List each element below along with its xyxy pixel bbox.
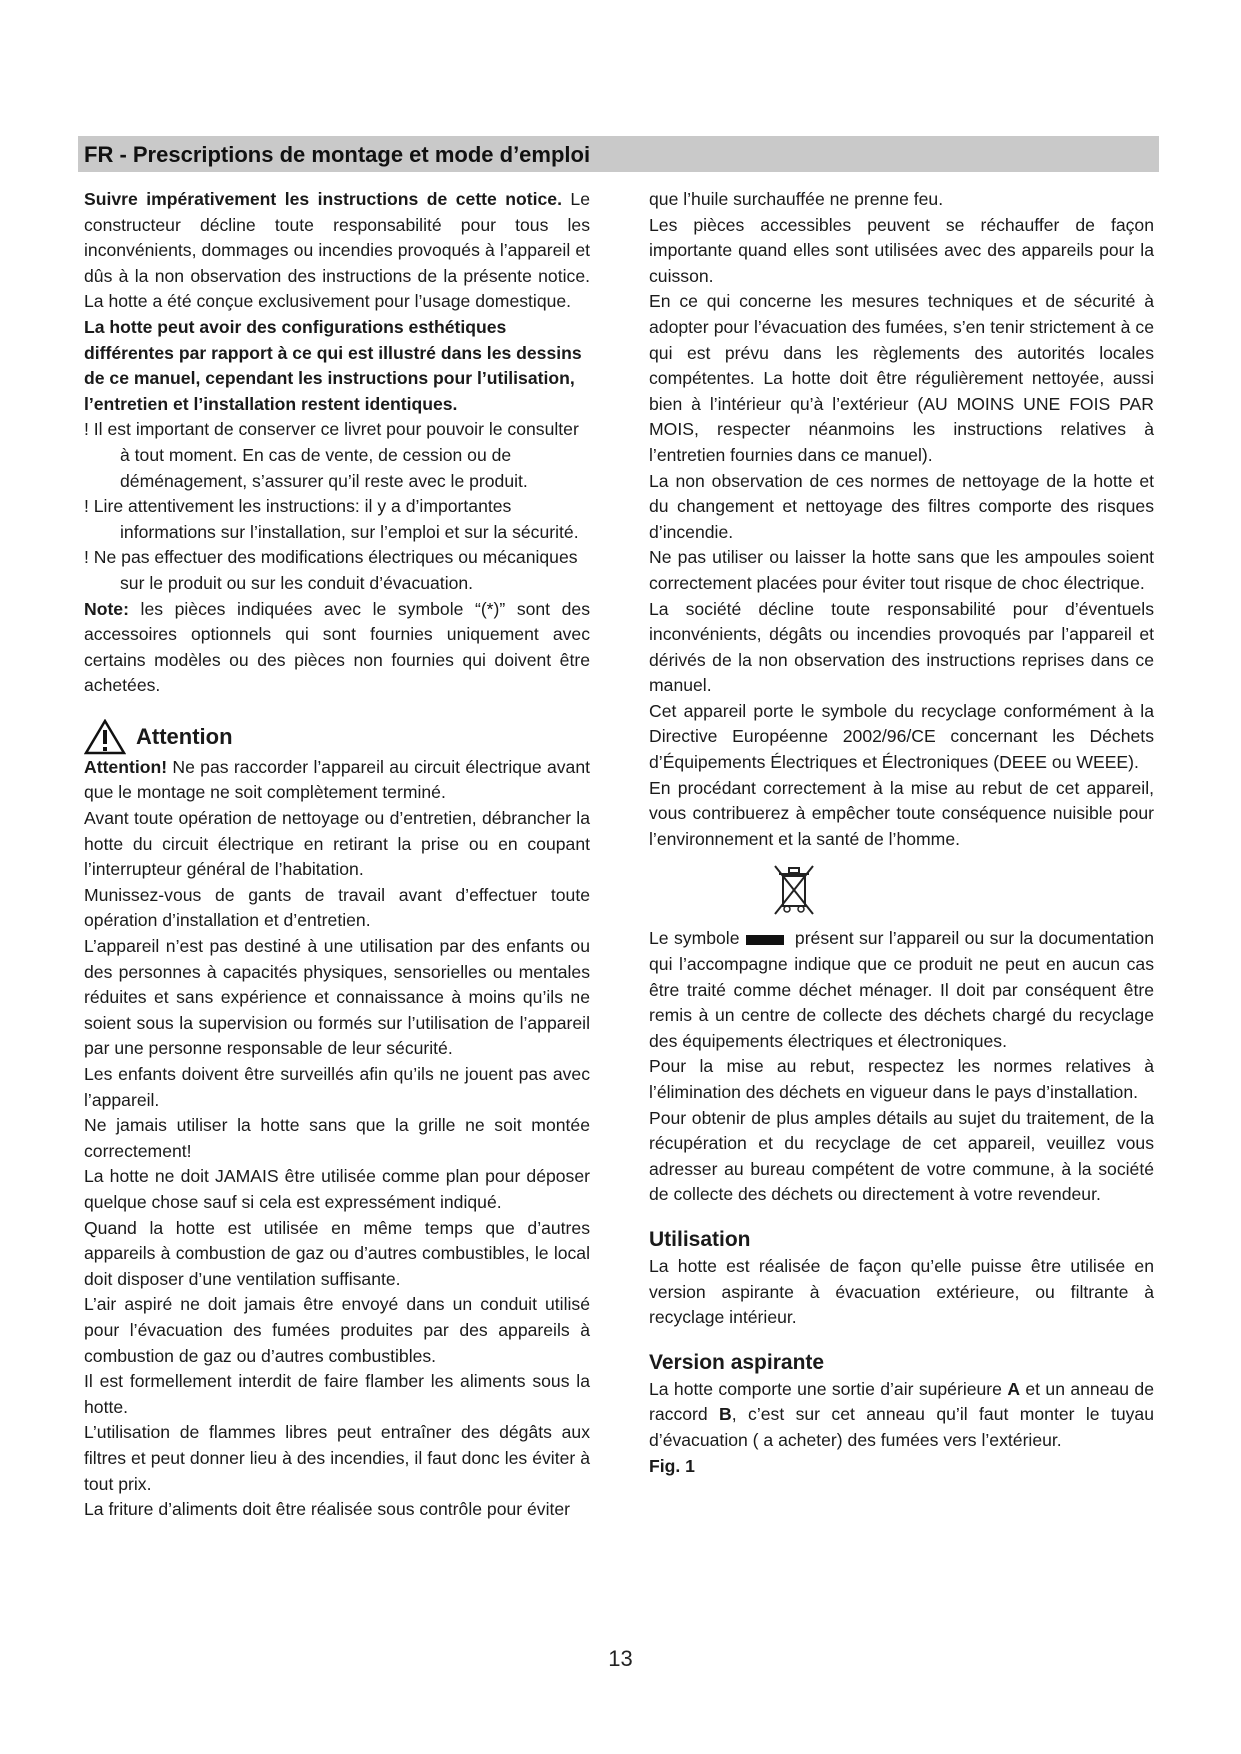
right-paragraph: En procédant correctement à la mise au rebut de cet appareil, vous contribuerez à empêcher toute conséquence nuisible pour l’environnement et la santé de l’homme. — [649, 777, 1154, 849]
version-text-part: La hotte comporte une sortie d’air supérieure — [649, 1378, 1008, 1399]
intro-paragraph — [84, 187, 590, 315]
bullet-item: ! Ne pas effectuer des modifications électriques ou mécaniques sur le produit ou sur les conduit d’évacuation. — [84, 547, 578, 593]
right-paragraph: Les pièces accessibles peuvent se réchauffer de façon importante quand elles sont utilisées avec des appareils pour la cuisson. — [649, 214, 1154, 286]
bullet-item: ! Lire attentivement les instructions: il y a d’importantes informations sur l’installation, sur l’emploi et sur la sécurité. — [84, 496, 579, 542]
section-header-bar — [78, 136, 1159, 172]
note-label: Note: — [84, 598, 129, 619]
version-aspirante-text — [649, 1377, 1154, 1454]
left-column — [84, 187, 590, 1523]
left-paragraph: Avant toute opération de nettoyage ou d’entretien, débrancher la hotte du circuit électrique en retirant la prise ou en coupant l’interrupteur général de l’habitation. — [84, 808, 590, 880]
utilisation-text: La hotte est réalisée de façon qu’elle puisse être utilisée en version aspirante à évacuation extérieure, ou filtrante à recyclage intérieur. — [649, 1255, 1154, 1328]
right-paragraph: Pour obtenir de plus amples détails au sujet du traitement, de la récupération et du recyclage de cet appareil, veuillez vous adresser au bureau compétent de votre commune, à la société de collecte des déchets ou directement à votre revendeur. — [649, 1107, 1154, 1205]
left-paragraph: Il est formellement interdit de faire flamber les aliments sous la hotte. — [84, 1371, 590, 1417]
left-paragraph: Les enfants doivent être surveillés afin qu’ils ne jouent pas avec l’appareil. — [84, 1064, 590, 1110]
intro-text: Le constructeur décline toute responsabilité pour tous les inconvénients, dommages ou incendies provoqués à l’appareil et dûs à la non observation des instructions de la présente notice. La hotte a été conçue exclusivement pour l’usage domestique. — [84, 189, 590, 312]
config-notice: La hotte peut avoir des configurations esthétiques différentes par rapport à ce qui est illustré dans les dessins de ce manuel, cependant les instructions pour l’utilisation, l’entretien et l’installation restent identiques. — [84, 316, 582, 414]
note-text: les pièces indiquées avec le symbole “(*)” sont des accessoires optionnels qui sont fournies uniquement avec certains modèles ou des pièces non fournies qui doivent être achetées. — [84, 598, 590, 696]
right-paragraph: La société décline toute responsabilité pour d’éventuels inconvénients, dégâts ou incendies provoqués par l’appareil et dérivés de la non observation des instructions reprises dans ce manuel. — [649, 598, 1154, 696]
label-A: A — [1007, 1378, 1021, 1399]
symbol-text: présent sur l’appareil ou sur la documentation qui l’accompagne indique que ce produit ne peut en aucun cas être traité comme déchet ménager. Il doit par conséquent être remis à un centre de collecte des déchets chargé du recyclage des équipements électriques et électroniques. — [649, 928, 1154, 1051]
utilisation-heading: Utilisation — [649, 1227, 751, 1251]
attention-heading — [84, 719, 590, 755]
attention-paragraph — [84, 755, 590, 806]
right-paragraph: que l’huile surchauffée ne prenne feu. — [649, 189, 944, 209]
left-paragraph: Ne jamais utiliser la hotte sans que la grille ne soit montée correctement! — [84, 1115, 590, 1161]
attention-heading-text: Attention — [136, 723, 233, 749]
bullet-item: ! Il est important de conserver ce livret pour pouvoir le consulter à tout moment. En cas de vente, de cession ou de déménagement, s’assurer qu’il reste avec le produit. — [84, 419, 579, 491]
intro-bold: Suivre impérativement les instructions de cette notice. — [84, 189, 562, 209]
left-paragraph: Quand la hotte est utilisée en même temps que d’autres appareils à combustion de gaz ou d’autres combustibles, le local doit disposer d’une ventilation suffisante. — [84, 1217, 590, 1289]
crossed-bin-icon — [769, 862, 819, 920]
left-paragraph: L’utilisation de flammes libres peut entraîner des dégâts aux filtres et peut donner lieu à des incendies, il faut donc les éviter à tout prix. — [84, 1422, 590, 1494]
weee-bar-icon — [746, 935, 784, 945]
label-B: B — [719, 1404, 732, 1425]
warning-triangle-icon — [84, 719, 126, 755]
left-paragraph: L’appareil n’est pas destiné à une utilisation par des enfants ou des personnes à capacités physiques, sensorielles ou mentales réduites et sans expérience et connaissance à moins qu’ils ne soient sous la supervision ou formés sur l’utilisation de l’appareil par une personne responsable de leur sécurité. — [84, 936, 590, 1059]
version-aspirante-heading: Version aspirante — [649, 1350, 825, 1374]
version-text-part: , c’est sur cet anneau qu’il faut monter le tuyau d’évacuation ( a acheter) des fumées vers l’extérieur. — [649, 1404, 1154, 1450]
attention-text: Ne pas raccorder l’appareil au circuit électrique avant que le montage ne soit complètement terminé. — [84, 756, 590, 803]
note-paragraph — [84, 597, 590, 699]
symbol-prefix: Le symbole — [649, 928, 740, 949]
left-paragraph: Munissez-vous de gants de travail avant d’effectuer toute opération d’installation et d’entretien. — [84, 884, 590, 931]
page-title: FR - Prescriptions de montage et mode d’emploi — [84, 142, 591, 167]
left-paragraph: L’air aspiré ne doit jamais être envoyé dans un conduit utilisé pour l’évacuation des fumées produites par des appareils à combustion de gaz ou d’autres combustibles. — [84, 1294, 590, 1366]
version-text-part: et un anneau de raccord — [649, 1378, 1154, 1425]
left-paragraph: La friture d’aliments doit être réalisée sous contrôle pour éviter — [84, 1499, 571, 1520]
right-paragraph: Cet appareil porte le symbole du recyclage conformément à la Directive Européenne 2002/96/CE concernant les Déchets d’Équipements Électriques et Électroniques (DEEE ou WEEE). — [649, 700, 1154, 773]
right-paragraph: Ne pas utiliser ou laisser la hotte sans que les ampoules soient correctement placées pour éviter tout risque de choc électrique. — [649, 547, 1154, 593]
right-paragraph: Pour la mise au rebut, respectez les normes relatives à l’élimination des déchets en vigueur dans le pays d’installation. — [649, 1056, 1154, 1102]
weee-symbol — [649, 862, 1154, 924]
figure-label: Fig. 1 — [649, 1455, 695, 1476]
right-column — [649, 187, 1154, 1479]
left-paragraph: La hotte ne doit JAMAIS être utilisée comme plan pour déposer quelque chose sauf si cela est expressément indiqué. — [84, 1166, 590, 1212]
page-number: 13 — [608, 1646, 633, 1671]
attention-label: Attention! — [84, 756, 168, 777]
right-paragraph: La non observation de ces normes de nettoyage de la hotte et du changement et nettoyage des filtres comporte des risques d’incendie. — [649, 470, 1154, 542]
symbol-paragraph — [649, 926, 1154, 1054]
right-paragraph: En ce qui concerne les mesures techniques et de sécurité à adopter pour l’évacuation des fumées, s’en tenir strictement à ce qui est prévu dans les règlements des autorités locales compétentes. La hotte doit être régulièrement nettoyée, aussi bien à l’intérieur qu’à l’extérieur (AU MOINS UNE FOIS PAR MOIS, respecter néanmoins les instructions relatives à l’entretien fournies dans ce manuel). — [649, 291, 1154, 465]
